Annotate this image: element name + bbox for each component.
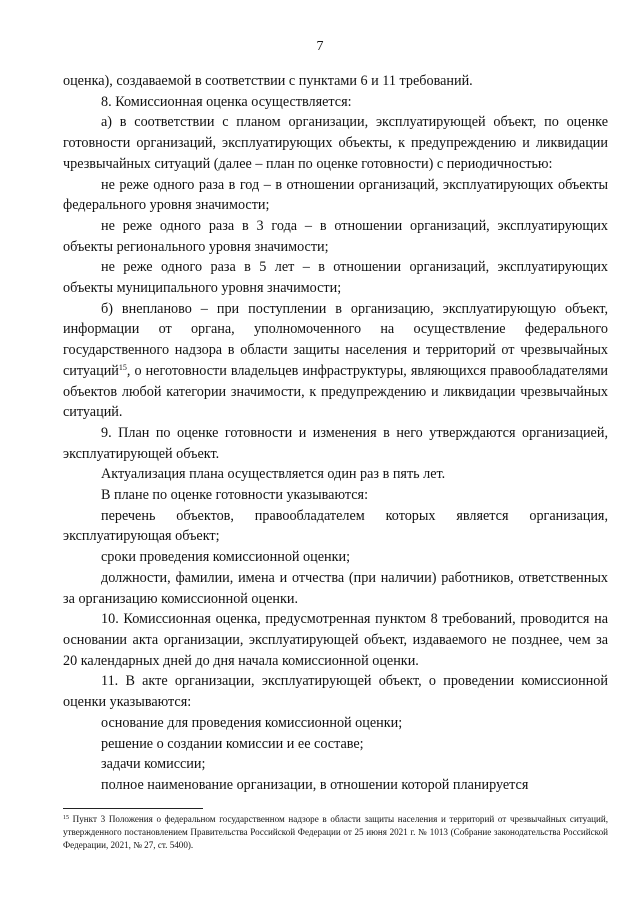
paragraph bbox=[63, 175, 608, 216]
paragraph-text: б) внепланово – при поступлении в организацию, эксплуатирующую объект, информации от органа, уполномоченного на осуществление федерального государственного надзора в области защиты населения и территорий от чрезвычайных ситуаций bbox=[63, 300, 608, 379]
paragraph bbox=[63, 423, 608, 464]
paragraph-text: 11. В акте организации, эксплуатирующей объект, о проведении комиссионной оценки указываются: bbox=[63, 673, 608, 711]
paragraph bbox=[63, 257, 608, 298]
paragraph bbox=[63, 754, 608, 775]
paragraph-text: Актуализация плана осуществляется один раз в пять лет. bbox=[101, 466, 446, 483]
paragraph bbox=[63, 547, 608, 568]
paragraph-text: , о неготовности владельцев инфраструктуры, являющихся правообладателями объектов любой категории значимости, к предупреждению и ликвидации чрезвычайных ситуаций. bbox=[63, 362, 608, 421]
paragraph bbox=[63, 713, 608, 734]
paragraph-text: полное наименование организации, в отношении которой планируется bbox=[101, 776, 529, 793]
paragraph bbox=[63, 506, 608, 547]
paragraph bbox=[63, 92, 608, 113]
paragraph-text: перечень объектов, правообладателем которых является организация, эксплуатирующая объект; bbox=[63, 507, 608, 545]
paragraph-text: оценка), создаваемой в соответствии с пунктами 6 и 11 требований. bbox=[63, 73, 473, 89]
paragraph-text: В плане по оценке готовности указываются: bbox=[101, 487, 369, 504]
paragraph bbox=[63, 71, 608, 92]
paragraph-text: основание для проведения комиссионной оценки; bbox=[101, 714, 403, 731]
page-number: 7 bbox=[316, 39, 324, 54]
footnote-mark: 15 bbox=[63, 815, 69, 821]
paragraph-text: задачи комиссии; bbox=[101, 756, 206, 773]
paragraph-text: сроки проведения комиссионной оценки; bbox=[101, 549, 351, 566]
paragraph-text: а) в соответствии с планом организации, эксплуатирующей объект, по оценке готовности организаций, эксплуатирующих объекты, к предупреждению и ликвидации чрезвычайных ситуаций (далее – план по оценке готовности) с периодичностью: bbox=[63, 114, 608, 172]
paragraph bbox=[63, 216, 608, 257]
footnote bbox=[63, 813, 608, 852]
paragraph-text: должности, фамилии, имена и отчества (при наличии) работников, ответственных за организацию комиссионной оценки. bbox=[63, 569, 608, 607]
body-text bbox=[63, 71, 608, 796]
paragraph-text: не реже одного раза в 3 года – в отношении организаций, эксплуатирующих объекты регионального уровня значимости; bbox=[63, 217, 608, 255]
paragraph bbox=[63, 299, 608, 423]
paragraph-text: 8. Комиссионная оценка осуществляется: bbox=[101, 93, 352, 110]
paragraph-text: не реже одного раза в год – в отношении организаций, эксплуатирующих объекты федерального уровня значимости; bbox=[63, 176, 608, 214]
paragraph bbox=[63, 671, 608, 712]
footnote-text: Пункт 3 Положения о федеральном государственном надзоре в области защиты населения и территорий от чрезвычайных ситуаций, утвержденного постановлением Правительства Российской Федерации от 25 июня 2021 г. № 1013 (Собрание законодательства Российской Федерации, 2021, № 27, ст. 5400). bbox=[63, 814, 608, 850]
footnote-separator bbox=[63, 808, 203, 809]
footnote-reference: 15 bbox=[118, 362, 127, 372]
paragraph-text: 9. План по оценке готовности и изменения в него утверждаются организацией, эксплуатирующей объект. bbox=[63, 424, 608, 462]
paragraph-text: не реже одного раза в 5 лет – в отношении организаций, эксплуатирующих объекты муниципального уровня значимости; bbox=[63, 259, 608, 297]
paragraph bbox=[63, 464, 608, 485]
paragraph bbox=[63, 775, 608, 796]
paragraph-text: решение о создании комиссии и ее составе; bbox=[101, 735, 364, 752]
paragraph-text: 10. Комиссионная оценка, предусмотренная пунктом 8 требований, проводится на основании акта организации, эксплуатирующей объект, издаваемого не позднее, чем за 20 календарных дней до дня начала комиссионной оценки. bbox=[63, 611, 608, 669]
paragraph bbox=[63, 568, 608, 609]
paragraph bbox=[63, 112, 608, 174]
paragraph bbox=[63, 485, 608, 506]
paragraph bbox=[63, 609, 608, 671]
paragraph bbox=[63, 734, 608, 755]
